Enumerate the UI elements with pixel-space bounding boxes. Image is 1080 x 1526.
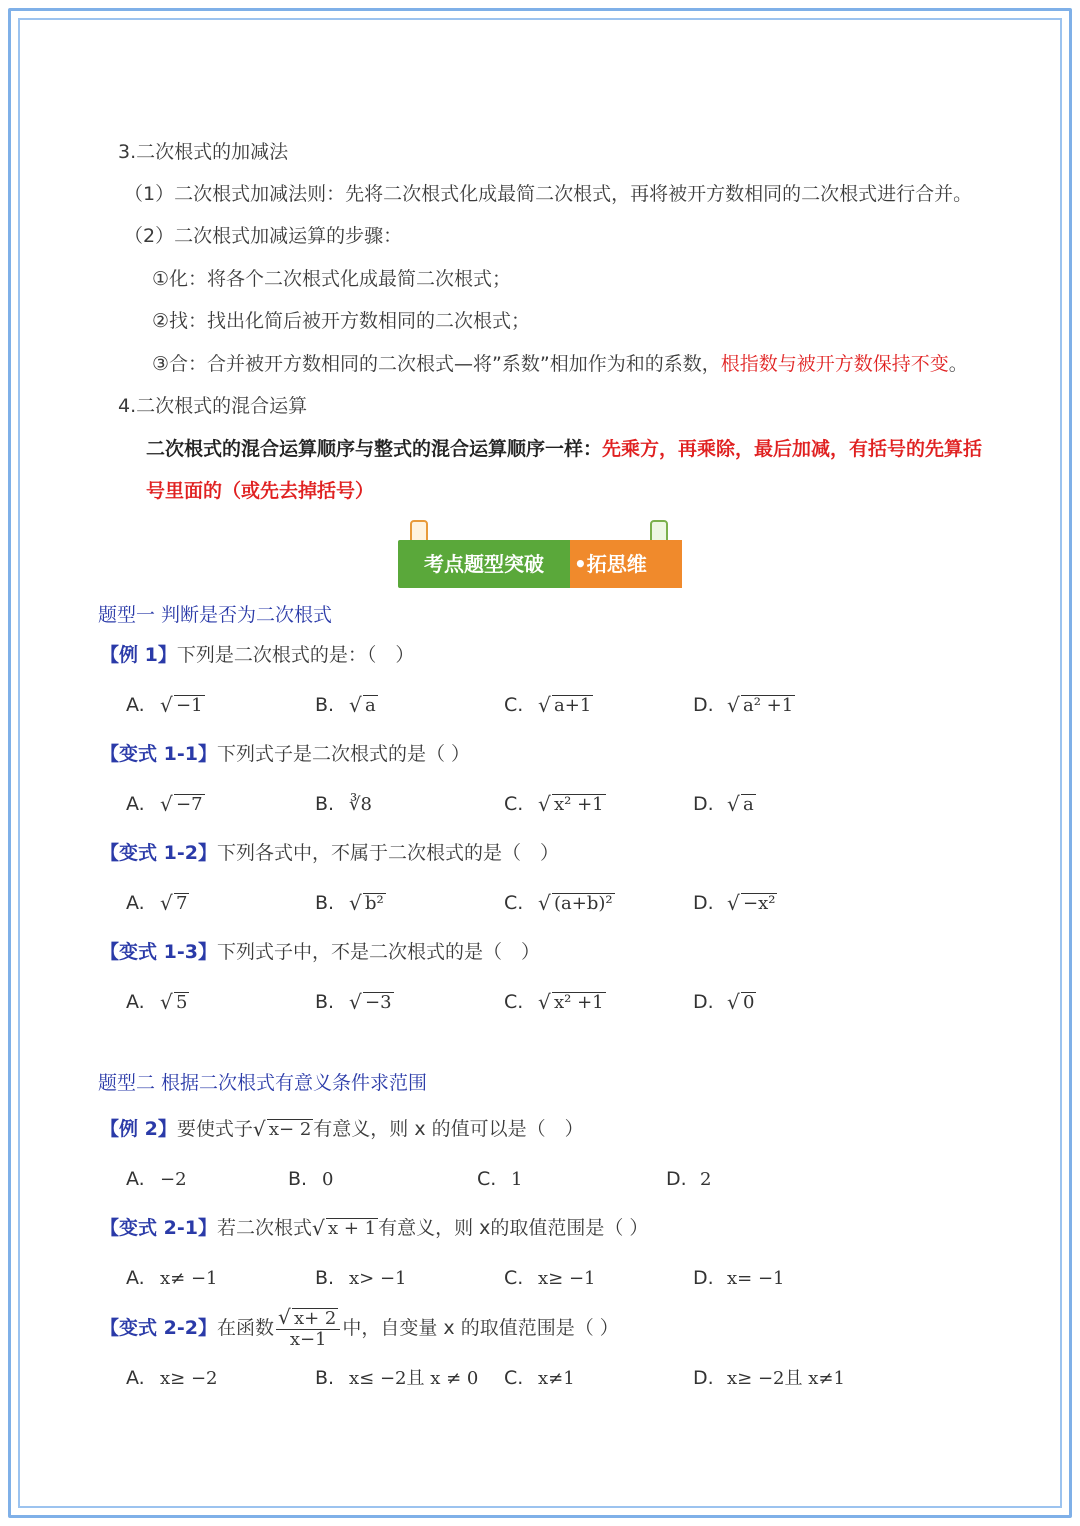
section3-step3 (152, 352, 968, 376)
variant21-option-a: A. x≠ −1 (126, 1267, 218, 1289)
variant21-text-a: 若二次根式 (216, 1217, 312, 1239)
variant11-option-d: D.√ a (693, 792, 756, 817)
section4-title: 4.二次根式的混合运算 (118, 395, 308, 417)
section3-step1: ①化：将各个二次根式化成最简二次根式； (152, 268, 512, 290)
section4-line1-black: 二次根式的混合运算顺序与整式的混合运算顺序一样： (146, 438, 603, 460)
variant12-option-b: B.√ b² (315, 891, 386, 916)
variant22-option-d: D. x≥ −2且 x≠1 (693, 1367, 845, 1389)
example1-text: 下列是二次根式的是：（ ） (176, 644, 415, 666)
paper-clip-icon (410, 520, 428, 542)
variant12-text: 下列各式中，不属于二次根式的是（ ） (216, 842, 559, 864)
step3-highlight: 根指数与被开方数保持不变 (720, 353, 949, 375)
variant13-text: 下列式子中，不是二次根式的是（ ） (216, 941, 540, 963)
variant21-radicand: x + 1 (327, 1218, 377, 1239)
variant22-text-a: 在函数 (216, 1317, 274, 1339)
variant11-option-c: C.√ x² +1 (504, 792, 606, 817)
example2-option-a: A. −2 (126, 1168, 187, 1190)
variant13-option-a: A.√ 5 (126, 990, 189, 1015)
variant12-tag: 【变式 1-2】 (100, 842, 217, 864)
variant12-option-c: C.√ (a+b)² (504, 891, 615, 916)
example2-text-b: 有意义，则 x 的值可以是（ ） (313, 1118, 584, 1140)
variant12-option-d: D.√ −x² (693, 891, 777, 916)
example2-option-d: D. 2 (666, 1168, 712, 1190)
variant12-option-a: A.√ 7 (126, 891, 189, 916)
variant21-option-c: C. x≥ −1 (504, 1267, 596, 1289)
variant22-option-a: A. x≥ −2 (126, 1367, 218, 1389)
section3-title: 3.二次根式的加减法 (118, 141, 289, 163)
paper-clip-icon (650, 520, 668, 542)
banner-right: •拓思维 (570, 540, 682, 588)
example2-option-c: C. 1 (477, 1168, 523, 1190)
variant11-option-b: B. ∛8 (315, 793, 372, 815)
example1-question (100, 643, 414, 667)
type1-title: 题型一 判断是否为二次根式 (98, 604, 333, 626)
example1-option-d: D.√ a² +1 (693, 693, 795, 718)
example2-radicand: x− 2 (268, 1119, 312, 1140)
section4-line1 (146, 437, 982, 461)
variant13-option-c: C.√ x² +1 (504, 990, 606, 1015)
example2-question (100, 1117, 584, 1142)
variant21-tag: 【变式 2-1】 (100, 1217, 217, 1239)
variant13-question (100, 940, 540, 964)
variant21-option-d: D. x= −1 (693, 1267, 785, 1289)
variant22-option-b: B. x≤ −2且 x ≠ 0 (315, 1367, 479, 1389)
variant11-option-a: A.√ −7 (126, 792, 205, 817)
variant13-tag: 【变式 1-3】 (100, 941, 217, 963)
section4-line1-red: 先乘方，再乘除，最后加减，有括号的先算括 (602, 438, 983, 460)
variant22-text-b: 中，自变量 x 的取值范围是（ ） (342, 1317, 619, 1339)
variant22-fraction: √ $\frac{x+ 2}{x-1}$ (276, 1308, 340, 1350)
section4-line2: 号里面的（或先去掉括号） (146, 480, 375, 502)
variant22-tag: 【变式 2-2】 (100, 1317, 217, 1339)
example2-text-a: 要使式子 (176, 1118, 253, 1140)
variant21-option-b: B. x> −1 (315, 1267, 407, 1289)
variant22-question (100, 1305, 619, 1351)
variant13-option-b: B.√ −3 (315, 990, 394, 1015)
example2-option-b: B. 0 (288, 1168, 334, 1190)
banner-left: 考点题型突破 (398, 540, 570, 588)
example2-tag: 【例 2】 (100, 1118, 177, 1140)
example1-tag: 【例 1】 (100, 644, 177, 666)
variant22-option-c: C. x≠1 (504, 1367, 575, 1389)
variant12-question (100, 841, 559, 865)
variant21-question (100, 1216, 648, 1241)
step3-end: 。 (948, 353, 968, 375)
example1-option-a: A.√ −1 (126, 693, 205, 718)
type2-title: 题型二 根据二次根式有意义条件求范围 (98, 1072, 428, 1094)
variant13-option-d: D.√ 0 (693, 990, 756, 1015)
section3-steps-title: （2）二次根式加减运算的步骤： (124, 225, 403, 247)
section3-rule: （1）二次根式加减法则：先将二次根式化成最简二次根式，再将被开方数相同的二次根式进行合并。 (124, 183, 973, 205)
example1-option-c: C.√ a+1 (504, 693, 593, 718)
example1-option-b: B.√ a (315, 693, 378, 718)
variant11-tag: 【变式 1-1】 (100, 743, 217, 765)
variant11-text: 下列式子是二次根式的是（ ） (216, 743, 470, 765)
step3-text: ③合：合并被开方数相同的二次根式—将”系数”相加作为和的系数， (152, 353, 721, 375)
section3-step2: ②找：找出化简后被开方数相同的二次根式； (152, 310, 531, 332)
section-banner (398, 540, 682, 588)
variant21-text-b: 有意义，则 x的取值范围是（ ） (378, 1217, 649, 1239)
variant11-question (100, 742, 470, 766)
